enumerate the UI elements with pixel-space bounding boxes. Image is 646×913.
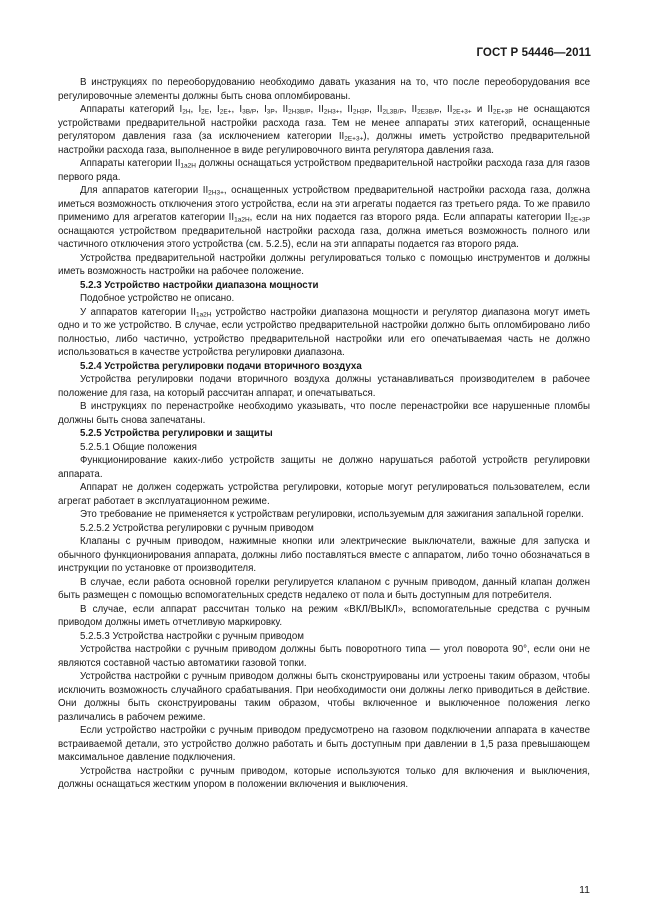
- page-number: 11: [579, 884, 590, 896]
- paragraph: В случае, если аппарат рассчитан только на режим «ВКЛ/ВЫКЛ», вспомогательные средства с ручным приводом должны иметь отчетливую маркировку.: [58, 603, 590, 628]
- document-body: [58, 76, 590, 792]
- document-standard-number: ГОСТ Р 54446—2011: [476, 47, 591, 59]
- paragraph: Это требование не применяется к устройствам регулировки, используемым для зажигания запальной горелки.: [80, 509, 584, 520]
- paragraph: Для аппаратов категории $II_{2H3+}$, оснащенных устройством предварительной настройки расхода газа, должна иметься возможность отключения этого устройства, если на эти агрегаты подается газ третьего ряда. То же правило применимо для агрегатов категории $II_{1a2H}$, если на них подается газ второго ряда. Если аппараты категории $II_{2E+3P}$ оснащаются устройством предварительной настройки расхода газа, должна иметься возможность полного или частичного отключения этого устройства (см. 5.2.5), если на эти аппараты подается газ второго ряда.: [58, 185, 591, 250]
- paragraph: Подобное устройство не описано.: [80, 293, 235, 304]
- paragraph: У аппаратов категории $II_{1a2H}$ устройство настройки диапазона мощности и регулятор диапазона могут иметь одно и то же устройство. В случае, если устройство предварительной настройки должно быть опломбировано либо полностью, либо частично, устройство предварительной настройки или его опечатываемая часть не должно использоваться в качестве устройства регулировки диапазона.: [58, 306, 590, 358]
- subsection-heading-5-2-5-1: 5.2.5.1 Общие положения: [80, 441, 197, 453]
- paragraph: В случае, если работа основной горелки регулируется клапаном с ручным приводом, данный клапан должен быть размещен с помощью вспомогательных средств недалеко от пола и быть доступным для потребителя.: [58, 576, 590, 601]
- section-heading-5-2-4: 5.2.4 Устройства регулировки подачи вторичного воздуха: [80, 360, 362, 372]
- section-heading-5-2-5: 5.2.5 Устройства регулировки и защиты: [80, 428, 273, 439]
- paragraph-apparatus-categories: Аппараты категорий $I_{2H}$, $I_{2E}$, $I_{2E+}$, $I_{3B/P}$, $I_{3P}$, $II_{2H3B/P}$, $II_{2H3+}$, $II_{2H3P}$, $II_{2L3B/P}$, $II_{2E3B/P}$, $II_{2E+3+}$ и $II_{2E+3P}$ не оснащаются устройствами предварительной настройки расхода газа. Тем не менее аппараты этих категорий, оснащенные регулятором давления газа (за исключением категории $II_{2E+3+}$), должны иметь устройство предварительной настройки расхода газа, выполненное в виде регулировочного винта регулятора давления газа.: [58, 104, 590, 156]
- paragraph: Аппараты категории $II_{1a2H}$ должны оснащаться устройством предварительной настройки расхода газа для газов первого ряда.: [58, 158, 590, 183]
- paragraph: Устройства настройки с ручным приводом, которые используются только для включения и выключения, должны оснащаться жестким упором в положении включения и выключения.: [58, 765, 590, 790]
- section-heading-5-2-3: 5.2.3 Устройство настройки диапазона мощности: [80, 279, 319, 291]
- paragraph: Устройства регулировки подачи вторичного воздуха должны устанавливаться производителем в рабочее положение для газа, на который рассчитан аппарат, и опечатываться.: [58, 374, 590, 399]
- paragraph: Если устройство настройки с ручным приводом предусмотрено на газовом подключении аппарата в качестве встраиваемой детали, это устройство должно работать и быть доступным при давлении в 1,5 раза превышающем максимальное давление подключения.: [58, 725, 590, 763]
- paragraph: Клапаны с ручным приводом, нажимные кнопки или электрические выключатели, важные для запуска и обычного функционирования аппарата, должны либо поставляться вместе с аппаратом, либо точно обозначаться в инструкции по установке от производителя.: [58, 536, 590, 574]
- paragraph: Функционирование каких-либо устройств защиты не должно нарушаться работой устройств регулировки аппарата.: [58, 455, 590, 480]
- paragraph: Устройства настройки с ручным приводом должны быть сконструированы или устроены таким образом, чтобы исключить возможность случайного срабатывания. При необходимости они должны легко приводиться в действие. Они должны быть сконструированы таким образом, чтобы включенное и выключенное положения легко различались в рабочем режиме.: [58, 671, 590, 723]
- paragraph: В инструкциях по переоборудованию необходимо давать указания на то, что после переоборудования все регулировочные элементы должны быть снова опломбированы.: [58, 77, 590, 102]
- paragraph: Аппарат не должен содержать устройства регулировки, которые могут регулироваться пользователем, если агрегат работает в эксплуатационном режиме.: [58, 482, 590, 507]
- paragraph: Устройства предварительной настройки должны регулироваться только с помощью инструментов и должны иметь возможность настройки на рабочее положение.: [58, 252, 590, 277]
- paragraph: В инструкциях по перенастройке необходимо указывать, что после перенастройки все нарушенные пломбы должны быть снова запечатаны.: [58, 401, 590, 426]
- subsection-heading-5-2-5-3: 5.2.5.3 Устройства настройки с ручным приводом: [80, 630, 304, 642]
- subsection-heading-5-2-5-2: 5.2.5.2 Устройства регулировки с ручным приводом: [80, 522, 314, 534]
- paragraph: Устройства настройки с ручным приводом должны быть поворотного типа — угол поворота 90°, если они не являются составной частью автоматики газовой топки.: [58, 644, 590, 669]
